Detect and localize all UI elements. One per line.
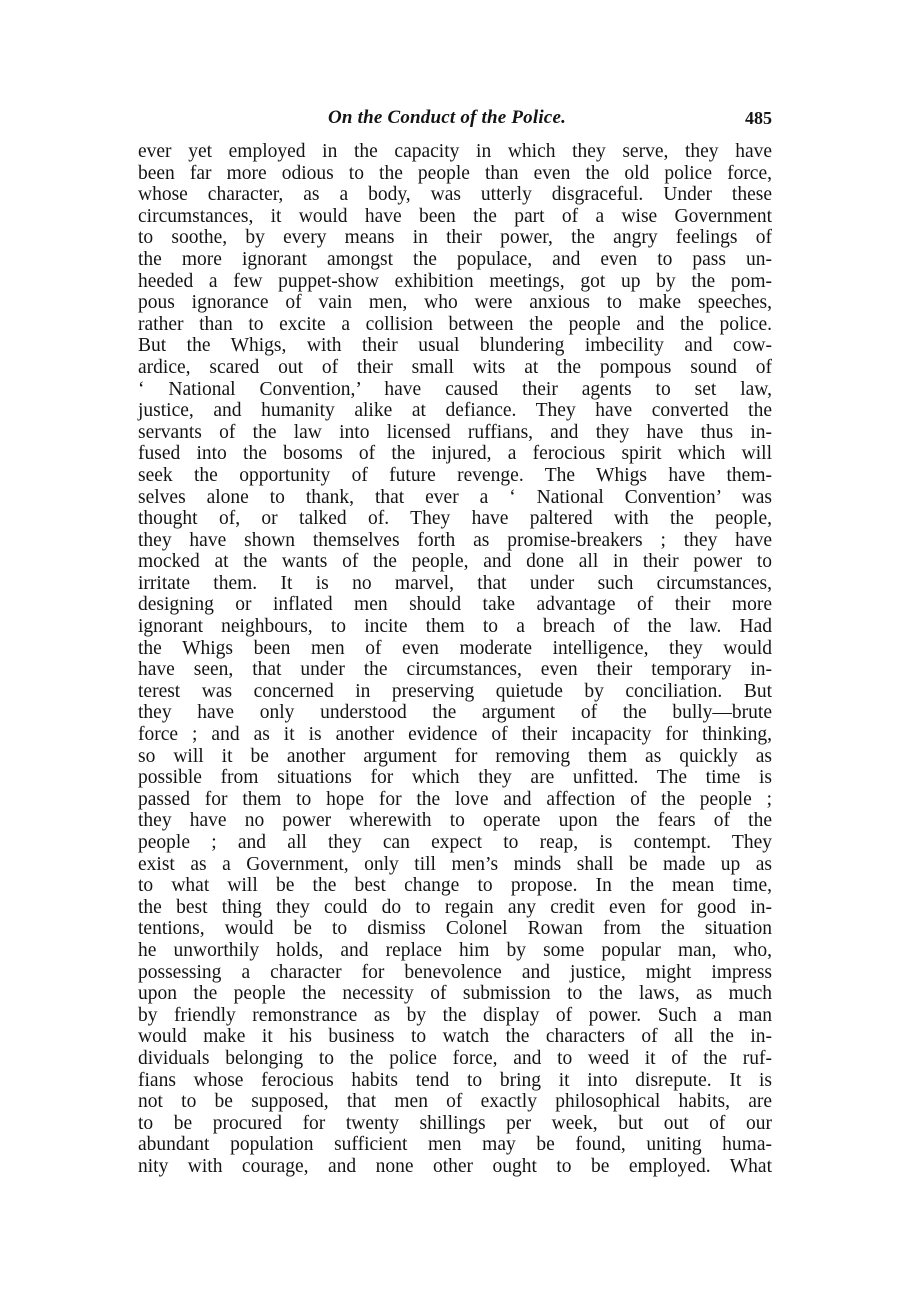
text-line: fused into the bosoms of the injured, a ferocious spirit which will <box>138 443 772 465</box>
text-line: ever yet employed in the capacity in which they serve, they have <box>138 141 772 162</box>
text-line: by friendly remonstrance as by the display of power. Such a man <box>138 1004 772 1026</box>
text-line: been far more odious to the people than even the old police force, <box>138 162 772 184</box>
text-line: the more ignorant amongst the populace, and even to pass un- <box>138 248 772 270</box>
text-line: But the Whigs, with their usual blundering imbecility and cow- <box>138 335 772 357</box>
text-line: they have no power wherewith to operate upon the fears of the <box>138 810 772 832</box>
text-line: would make it his business to watch the characters of all the in- <box>138 1026 772 1048</box>
text-line: he unworthily holds, and replace him by some popular man, who, <box>138 939 772 961</box>
text-line: pous ignorance of vain men, who were anxious to make speeches, <box>138 292 772 314</box>
body-text <box>138 141 772 1178</box>
text-line: not to be supposed, that men of exactly philosophical habits, are <box>138 1091 772 1113</box>
text-line: to what will be the best change to propose. In the mean time, <box>138 875 772 897</box>
text-line: whose character, as a body, was utterly disgraceful. Under these <box>138 184 772 206</box>
text-line: ignorant neighbours, to incite them to a breach of the law. Had <box>138 616 772 638</box>
text-line: fians whose ferocious habits tend to bring it into disrepute. It is <box>138 1069 772 1091</box>
text-line: the Whigs been men of even moderate intelligence, they would <box>138 637 772 659</box>
text-line: the best thing they could do to regain any credit even for good in- <box>138 896 772 918</box>
text-line: they have shown themselves forth as promise-breakers ; they have <box>138 529 772 551</box>
text-line: abundant population sufficient men may be found, uniting huma- <box>138 1134 772 1156</box>
text-line: force ; and as it is another evidence of their incapacity for thinking, <box>138 724 772 746</box>
text-line: so will it be another argument for removing them as quickly as <box>138 745 772 767</box>
running-head <box>138 107 772 133</box>
text-line: circumstances, it would have been the part of a wise Government <box>138 205 772 227</box>
text-line: to be procured for twenty shillings per week, but out of our <box>138 1112 772 1134</box>
text-line: possessing a character for benevolence and justice, might impress <box>138 961 772 983</box>
text-line: selves alone to thank, that ever a ‘ National Convention’ was <box>138 486 772 508</box>
text-line: designing or inflated men should take advantage of their more <box>138 594 772 616</box>
text-line: passed for them to hope for the love and affection of the people ; <box>138 788 772 810</box>
text-line: rather than to excite a collision between the people and the police. <box>138 313 772 335</box>
text-line: to soothe, by every means in their power, the angry feelings of <box>138 227 772 249</box>
text-line: ardice, scared out of their small wits at the pompous sound of <box>138 356 772 378</box>
text-line: nity with courage, and none other ought to be employed. What <box>138 1155 772 1177</box>
text-line: heeded a few puppet-show exhibition meetings, got up by the pom- <box>138 270 772 292</box>
text-line: terest was concerned in preserving quietude by conciliation. But <box>138 680 772 702</box>
text-line: people ; and all they can expect to reap, is contempt. They <box>138 832 772 853</box>
text-line: exist as a Government, only till men’s minds shall be made up as <box>138 853 772 875</box>
text-line: possible from situations for which they are unfitted. The time is <box>138 767 772 789</box>
text-line: have seen, that under the circumstances, even their temporary in- <box>138 659 772 681</box>
text-line: dividuals belonging to the police force, and to weed it of the ruf- <box>138 1047 772 1069</box>
text-line: mocked at the wants of the people, and done all in their power to <box>138 551 772 573</box>
text-line: thought of, or talked of. They have paltered with the people, <box>138 508 772 530</box>
text-line: seek the opportunity of future revenge. The Whigs have them- <box>138 464 772 486</box>
text-line: they have only understood the argument of the bully—brute <box>138 702 772 724</box>
running-title: On the Conduct of the Police. <box>328 107 567 128</box>
page-number: 485 <box>745 108 772 128</box>
text-line: servants of the law into licensed ruffians, and they have thus in- <box>138 421 772 443</box>
text-line: irritate them. It is no marvel, that under such circumstances, <box>138 572 772 594</box>
text-line: tentions, would be to dismiss Colonel Rowan from the situation <box>138 918 772 940</box>
text-line: ‘ National Convention,’ have caused their agents to set law, <box>138 378 772 400</box>
text-line: justice, and humanity alike at defiance. They have converted the <box>138 400 772 422</box>
text-line: upon the people the necessity of submission to the laws, as much <box>138 983 772 1005</box>
